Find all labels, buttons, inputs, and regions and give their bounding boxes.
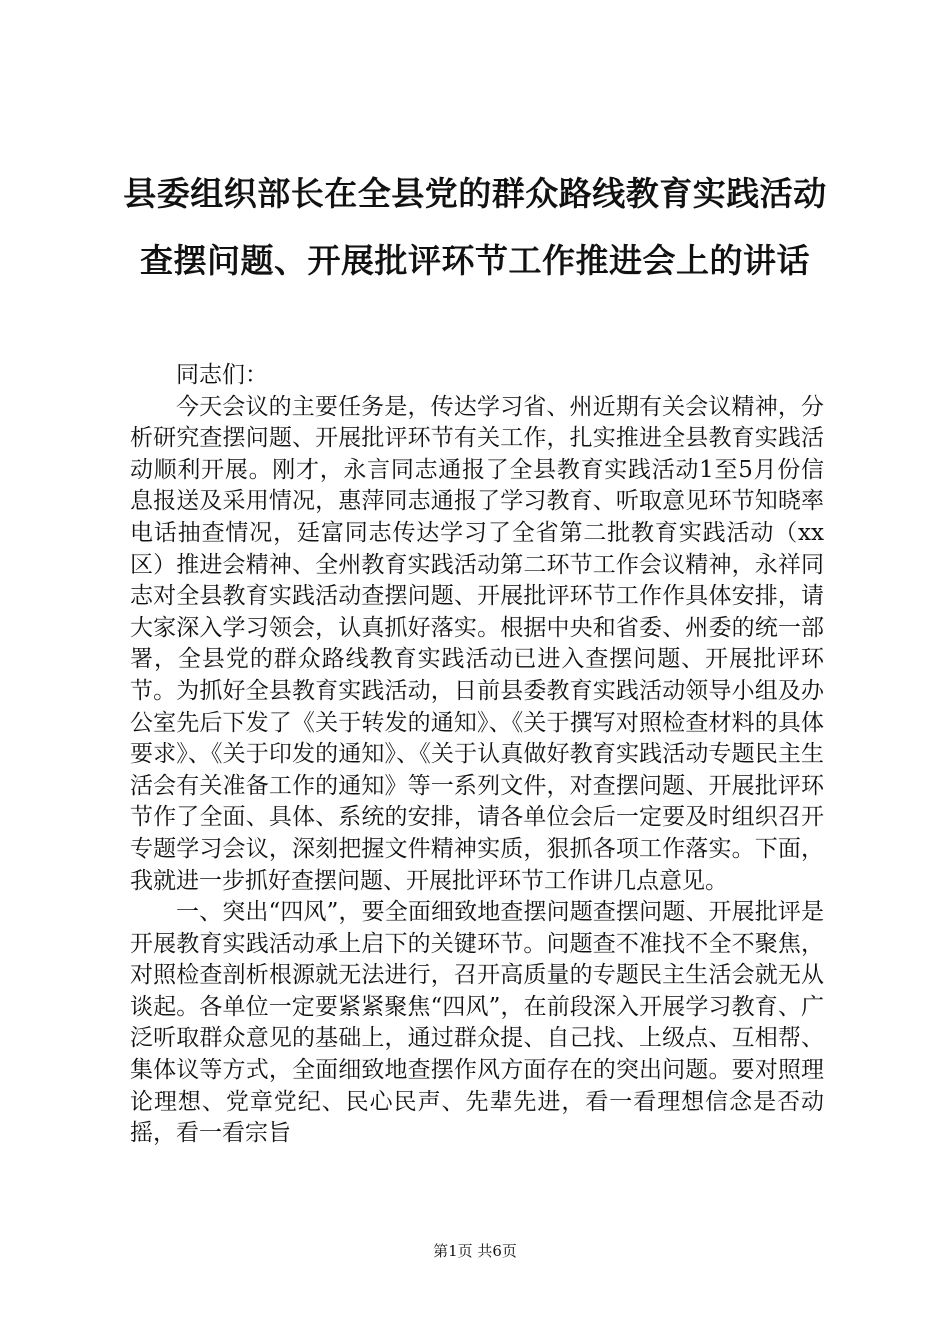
document-title: 县委组织部长在全县党的群众路线教育实践活动查摆问题、开展批评环节工作推进会上的讲话 — [123, 174, 827, 280]
salutation: 同志们： — [176, 362, 268, 388]
body-paragraph: 一、突出“四风”，要全面细致地查摆问题查摆问题、开展批评是开展教育实践活动承上启下的关键环节。问题查不准找不全不聚焦，对照检查剖析根源就无法进行，召开高质量的专题民主生活会就无从谈起。各单位一定要紧紧聚焦“四风”，在前段深入开展学习教育、广泛听取群众意见的基础上，通过群众提、自己找、上级点、互相帮、集体议等方式，全面细致地查摆作风方面存在的突出问题。要对照理论理想、党章党纪、民心民声、先辈先进，看一看理想信念是否动摇，看一看宗旨 — [130, 899, 824, 1147]
body-paragraph: 今天会议的主要任务是，传达学习省、州近期有关会议精神，分析研究查摆问题、开展批评环节有关工作，扎实推进全县教育实践活动顺利开展。刚才，永言同志通报了全县教育实践活动1至5月份信息报送及采用情况，惠萍同志通报了学习教育、听取意见环节知晓率电话抽查情况，廷富同志传达学习了全省第二批教育实践活动（xx区）推进会精神、全州教育实践活动第二环节工作会议精神，永祥同志对全县教育实践活动查摆问题、开展批评环节工作作具体安排，请大家深入学习领会，认真抓好落实。根据中央和省委、州委的统一部署，全县党的群众路线教育实践活动已进入查摆问题、开展批评环节。为抓好全县教育实践活动，日前县委教育实践活动领导小组及办公室先后下发了《关于转发的通知》、《关于撰写对照检查材料的具体要求》、《关于印发的通知》、《关于认真做好教育实践活动专题民主生活会有关准备工作的通知》等一系列文件，对查摆问题、开展批评环节作了全面、具体、系统的安排，请各单位会后一定要及时组织召开专题学习会议，深刻把握文件精神实质，狠抓各项工作落实。下面，我就进一步抓好查摆问题、开展批评环节工作讲几点意见。 — [130, 393, 824, 894]
document-body — [130, 360, 824, 1150]
page-footer: 第1页 共6页 — [433, 1242, 517, 1260]
